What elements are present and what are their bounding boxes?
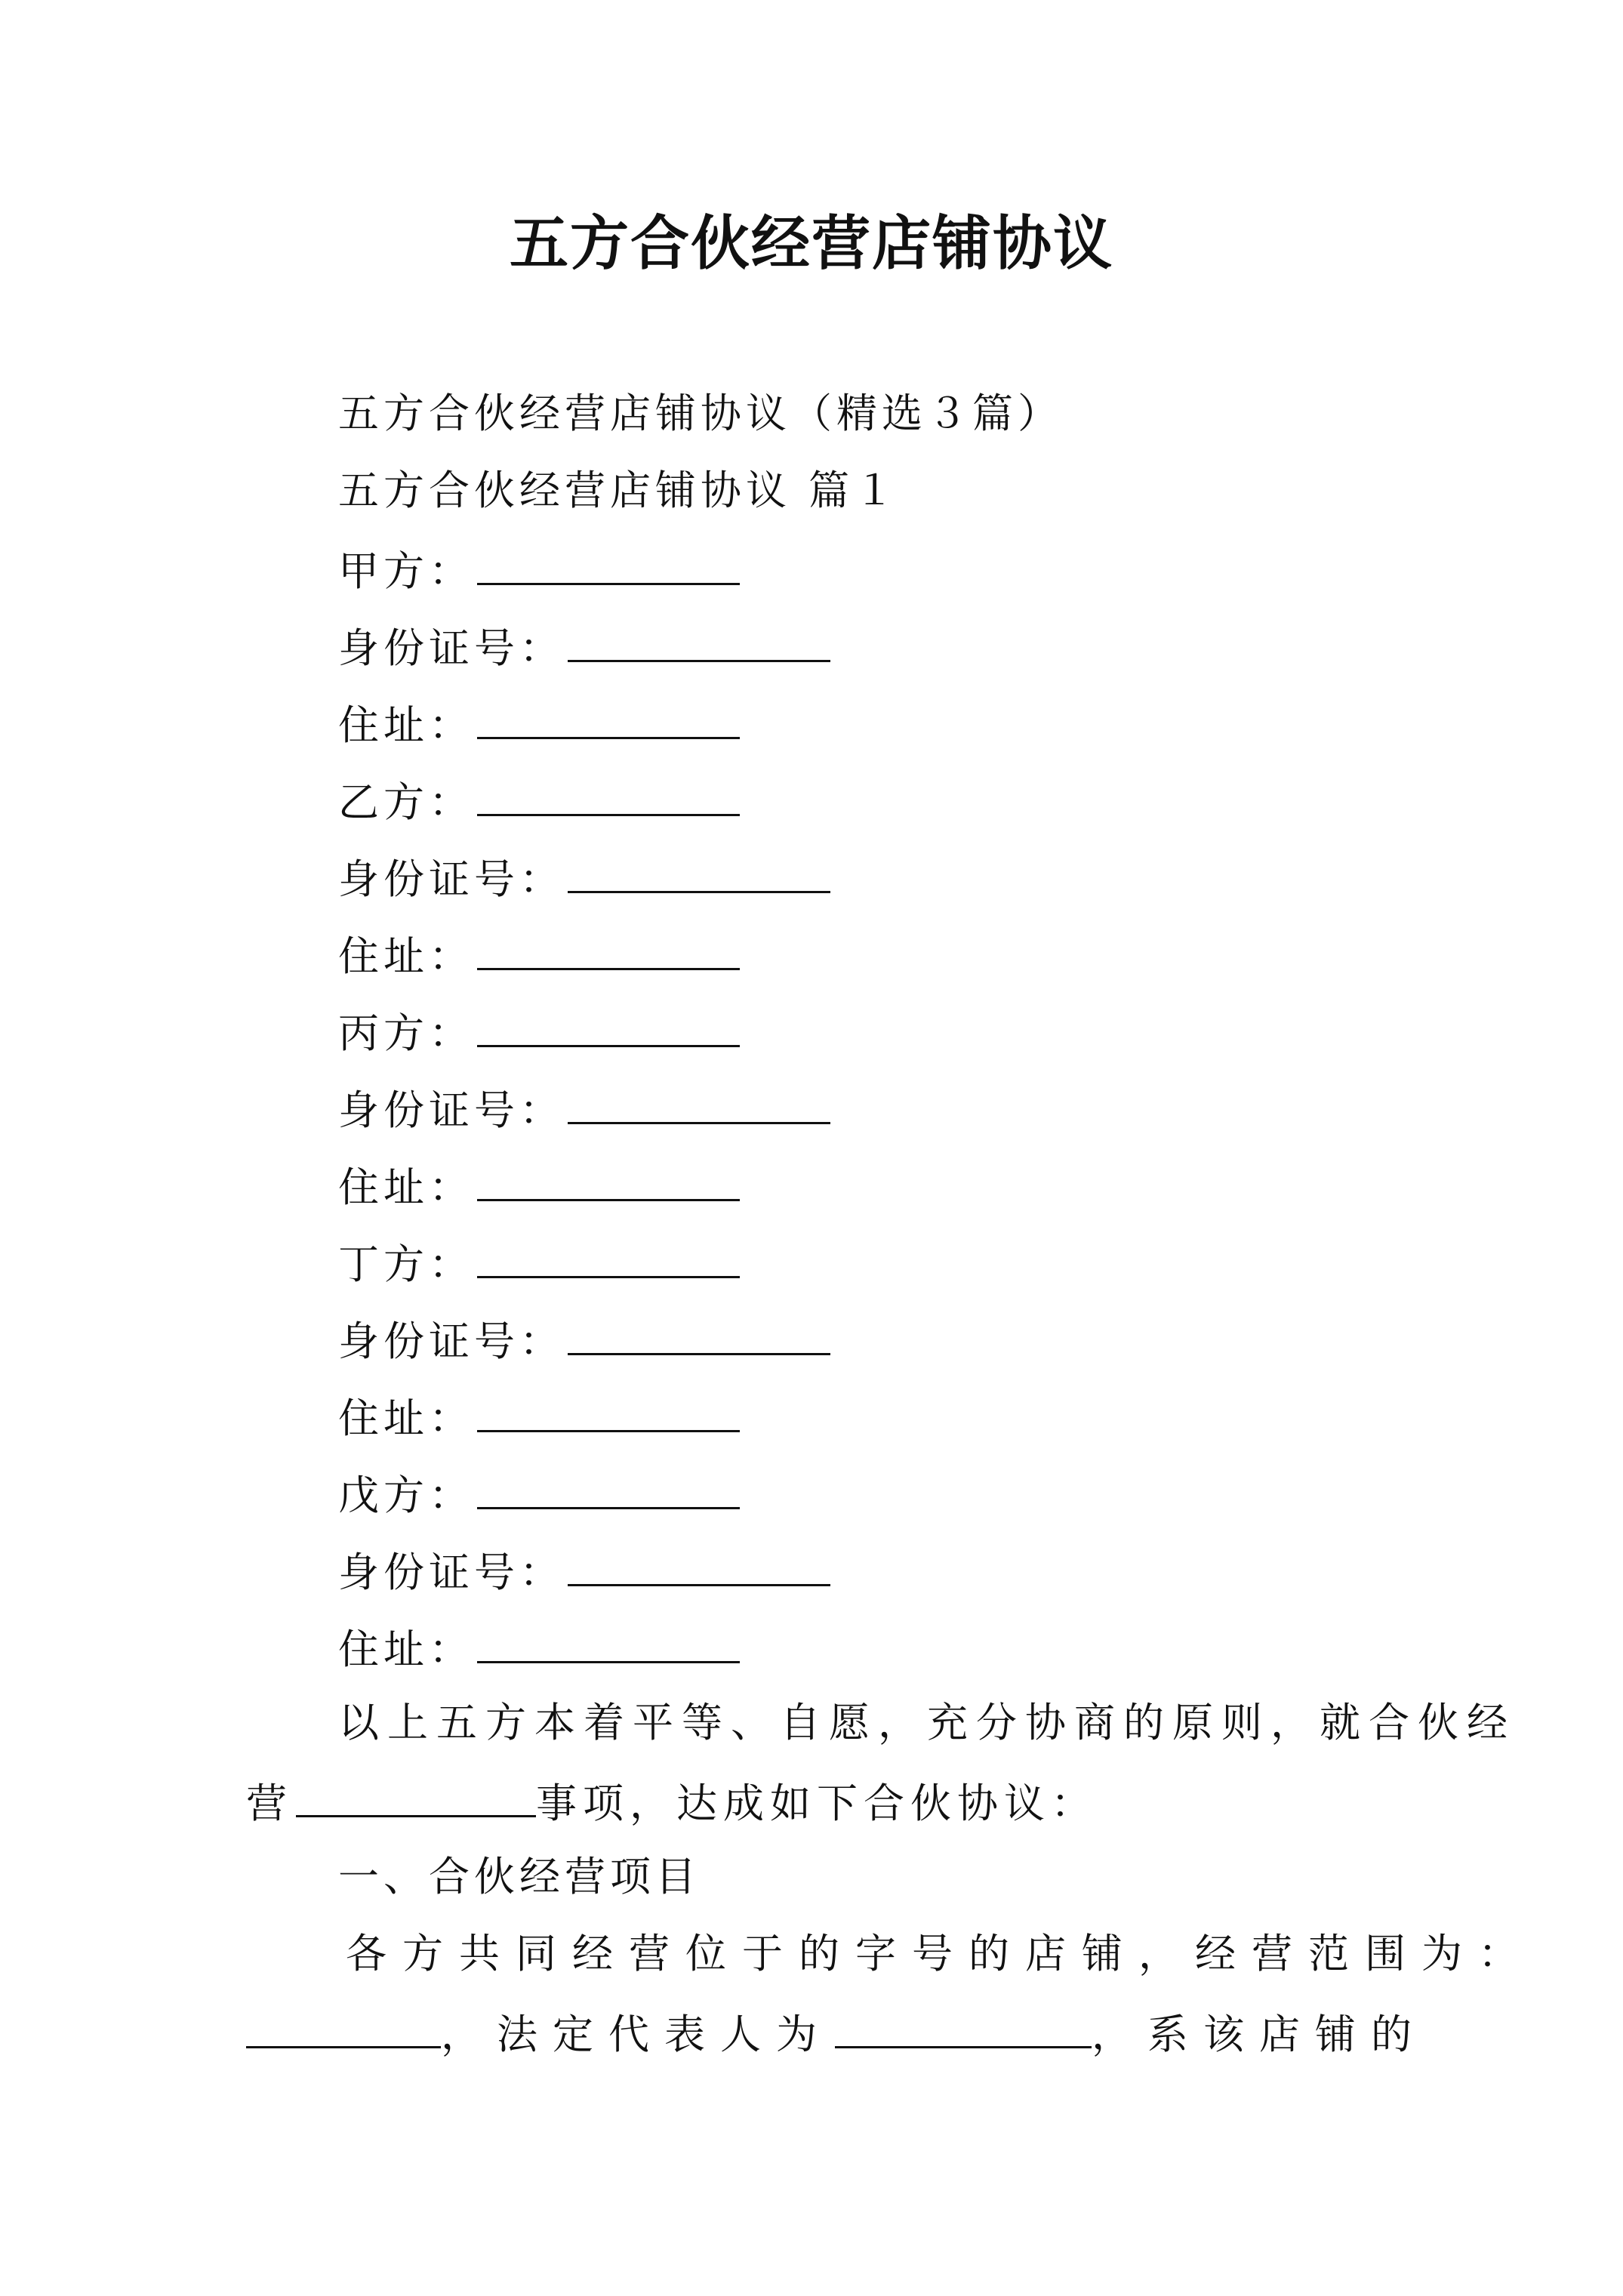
intro-line-2-start: 营: [246, 1780, 293, 1827]
party-a-name-line: [338, 541, 740, 599]
party-e-address-label: 住址：: [338, 1626, 474, 1673]
document-title: 五方合伙经营店铺协议: [509, 209, 1113, 278]
party-d-name-label: 丁方：: [338, 1240, 474, 1288]
clause-1-line-2-middle: ，法定代表人为: [441, 2011, 832, 2058]
party-c-name-label: 丙方：: [338, 1009, 474, 1057]
document-subtitle: 五方合伙经营店铺协议（精选３篇）: [338, 390, 1063, 437]
clause-1-heading: 一、合伙经营项目: [338, 1853, 701, 1900]
party-b-id-blank: [568, 849, 830, 893]
party-c-name-blank: [477, 1003, 740, 1047]
party-b-name-line: [338, 772, 740, 830]
party-d-address-label: 住址：: [338, 1395, 474, 1442]
party-d-id-line: [338, 1311, 830, 1369]
party-e-name-line: [338, 1465, 740, 1523]
party-a-name-label: 甲方：: [338, 547, 474, 595]
party-e-name-blank: [477, 1465, 740, 1509]
party-d-address-blank: [477, 1388, 740, 1432]
party-d-address-line: [338, 1388, 740, 1446]
party-a-address-label: 住址：: [338, 701, 474, 749]
party-e-id-blank: [568, 1542, 830, 1586]
scope-blank: [246, 2004, 441, 2048]
party-b-name-blank: [477, 772, 740, 816]
party-d-id-blank: [568, 1311, 830, 1355]
party-a-id-blank: [568, 618, 830, 662]
party-e-id-label: 身份证号：: [338, 1549, 565, 1596]
section-title: 五方合伙经营店铺协议 篇１: [338, 467, 900, 514]
clause-1-line-1: 各方共同经营位于的字号的店铺，经营范围为：: [346, 1930, 1535, 1977]
party-d-name-blank: [477, 1234, 740, 1278]
party-e-id-line: [338, 1542, 830, 1600]
business-blank: [296, 1773, 536, 1817]
party-c-address-blank: [477, 1157, 740, 1201]
party-c-address-line: [338, 1157, 740, 1215]
clause-1-line-2: [246, 2004, 1427, 2062]
party-a-id-label: 身份证号：: [338, 624, 565, 672]
clause-1-line-2-end: ，系该店铺的: [1092, 2011, 1427, 2058]
legal-rep-blank: [835, 2004, 1092, 2048]
party-b-id-line: [338, 849, 830, 907]
party-a-address-line: [338, 695, 740, 753]
party-c-name-line: [338, 1003, 740, 1061]
party-b-address-blank: [477, 926, 740, 970]
intro-line-2-end: 事项，达成如下合伙协议：: [536, 1780, 1098, 1827]
party-a-name-blank: [477, 541, 740, 585]
party-c-address-label: 住址：: [338, 1163, 474, 1211]
intro-line-1: 以上五方本着平等、自愿，充分协商的原则，就合伙经: [338, 1699, 1516, 1746]
party-b-address-line: [338, 926, 740, 984]
party-a-id-line: [338, 618, 830, 676]
party-e-name-label: 戊方：: [338, 1472, 474, 1519]
party-c-id-label: 身份证号：: [338, 1086, 565, 1134]
party-b-name-label: 乙方：: [338, 778, 474, 826]
party-b-address-label: 住址：: [338, 932, 474, 980]
party-c-id-blank: [568, 1080, 830, 1124]
party-d-name-line: [338, 1234, 740, 1292]
party-d-id-label: 身份证号：: [338, 1318, 565, 1365]
party-c-id-line: [338, 1080, 830, 1138]
intro-line-2: [246, 1773, 1098, 1831]
party-b-id-label: 身份证号：: [338, 855, 565, 903]
party-e-address-blank: [477, 1619, 740, 1663]
party-e-address-line: [338, 1619, 740, 1677]
party-a-address-blank: [477, 695, 740, 739]
